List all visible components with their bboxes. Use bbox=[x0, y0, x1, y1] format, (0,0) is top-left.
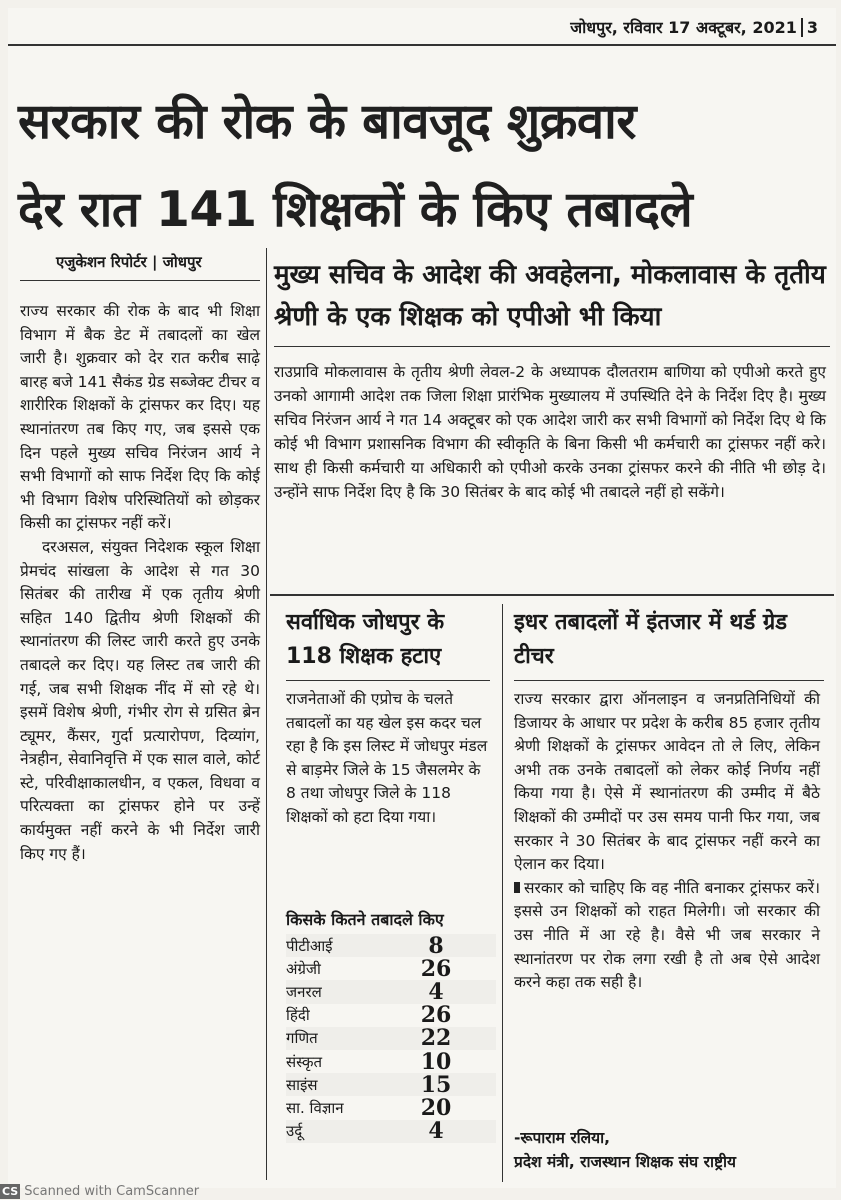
table-count: 26 bbox=[420, 955, 452, 982]
page-number: 3 bbox=[801, 18, 818, 37]
table-row bbox=[286, 934, 496, 957]
table-subject: गणित bbox=[286, 1029, 318, 1048]
right-box-rule bbox=[514, 680, 824, 681]
dateline-text: जोधपुर, रविवार 17 अक्टूबर, 2021 bbox=[570, 18, 797, 37]
table-count: 22 bbox=[420, 1025, 452, 1052]
newspaper-page bbox=[8, 8, 836, 1188]
byline-rule bbox=[20, 280, 260, 281]
column-divider-right bbox=[502, 604, 503, 1182]
byline: एजुकेशन रिपोर्टर | जोधपुर bbox=[56, 253, 202, 271]
dateline bbox=[570, 16, 818, 38]
signature bbox=[514, 1126, 736, 1174]
left-paragraph-1: राज्य सरकार की रोक के बाद भी शिक्षा विभाग में बैक डेट में तबादलों का खेल जारी है। शुक्रवार को देर रात करीब साढ़े बारह बजे 141 सैकंड ग्रेड सब्जेक्ट टीचर व शारीरिक शिक्षकों के ट्रांसफर कर दिए। यह स्थानांतरण तब किए गए, जब इससे एक दिन पहले मुख्य सचिव निरंजन आर्य ने सभी विभागों को साफ निर्देश दिए कि कोई भी विभाग विशेष परिस्थितियों को छोड़कर किसी का ट्रांसफर नहीं करें। bbox=[20, 302, 260, 533]
table-count: 26 bbox=[420, 1002, 452, 1029]
right-box-headline: इधर तबादलों में इंतजार में थर्ड ग्रेड टीचर bbox=[514, 610, 788, 669]
table-row bbox=[286, 1004, 496, 1027]
table-row bbox=[286, 1050, 496, 1073]
transfer-table bbox=[286, 934, 496, 1143]
middle-box-headline: सर्वाधिक जोधपुर के 118 शिक्षक हटाए bbox=[286, 610, 445, 669]
table-subject: उर्दू bbox=[286, 1122, 303, 1141]
transfer-table-title: किसके कितने तबादले किए bbox=[286, 910, 444, 929]
table-subject: सा. विज्ञान bbox=[286, 1098, 344, 1117]
left-paragraph-2: दरअसल, संयुक्त निदेशक स्कूल शिक्षा प्रेमचंद सांखला के आदेश से गत 30 सितंबर की तारीख में एक तृतीय श्रेणी सहित 140 द्वितीय श्रेणी शिक्षकों की स्थानांतरण की लिस्ट जारी करते हुए उनके तबादले कर दिए। यह लिस्ट तब जारी की गई, जब सभी शिक्षक नींद में सो रहे थे। इसमें विशेष श्रेणी, गंभीर रोग से ग्रसित ब्रेन ट्यूमर, कैंसर, गुर्दा प्रत्यारोपण, दिव्यांग, नेत्रहीन, सेवानिवृत्ति में एक साल वाले, कोर्ट स्टे, परिवीक्षाकालधीन, व एकल, विधवा व परित्यक्ता का ट्रांसफर होने पर उन्हें कार्यमुक्त नहीं करने के भी निर्देश जारी किए गए हैं। bbox=[20, 537, 260, 863]
sub-story-headline: मुख्य सचिव के आदेश की अवहेलना, मोकलावास के तृतीय श्रेणी के एक शिक्षक को एपीओ भी किया bbox=[274, 260, 826, 332]
main-headline bbox=[18, 78, 830, 254]
scanner-footer-text: Scanned with CamScanner bbox=[24, 1184, 200, 1199]
table-count: 10 bbox=[420, 1048, 452, 1075]
top-rule bbox=[8, 44, 836, 46]
table-row bbox=[286, 1120, 496, 1143]
right-box-body bbox=[514, 688, 820, 995]
camscanner-logo-icon: CS bbox=[2, 1185, 19, 1198]
middle-box-body: राजनेताओं की एप्रोच के चलते तबादलों का यह खेल इस कदर चल रहा है कि इस लिस्ट में जोधपुर मंडल से बाड़मेर जिले के 15 जैसलमेर के 8 तथा जोधपुर जिले के 118 शिक्षकों को हटा दिया गया। bbox=[286, 690, 488, 826]
left-column bbox=[20, 300, 260, 866]
table-count: 4 bbox=[428, 1118, 444, 1145]
table-subject: अंग्रेजी bbox=[286, 959, 321, 978]
middle-box-rule bbox=[286, 680, 490, 681]
right-box-paragraph: राज्य सरकार द्वारा ऑनलाइन व जनप्रतिनिधियों की डिजायर के आधार पर प्रदेश के करीब 85 हजार तृतीय श्रेणी शिक्षकों के ट्रांसफर आवेदन तो ले लिए, लेकिन अभी तक उनके तबादलों को लेकर कोई निर्णय नहीं किया गया है। ऐसे में स्थानांतरण की उम्मीद में बैठे शिक्षकों की उम्मीदों पर उस समय पानी फिर गया, जब सरकार ने 30 सितंबर के बाद ट्रांसफर नहीं करने का ऐलान कर दिया। bbox=[514, 690, 820, 874]
signature-name: -रूपाराम रलिया, bbox=[514, 1129, 611, 1147]
table-row bbox=[286, 1027, 496, 1050]
table-row bbox=[286, 957, 496, 980]
table-row bbox=[286, 980, 496, 1003]
sub-story-rule bbox=[274, 346, 830, 347]
bullet-icon bbox=[514, 882, 520, 893]
right-box-quote bbox=[514, 877, 820, 995]
table-subject: पीटीआई bbox=[286, 936, 333, 955]
table-subject: साइंस bbox=[286, 1075, 318, 1094]
table-row bbox=[286, 1073, 496, 1096]
headline-line-2: देर रात 141 शिक्षकों के किए तबादले bbox=[18, 181, 693, 238]
table-row bbox=[286, 1096, 496, 1119]
table-count: 20 bbox=[420, 1094, 452, 1121]
table-subject: जनरल bbox=[286, 982, 322, 1001]
right-box-quote-text: सरकार को चाहिए कि वह नीति बनाकर ट्रांसफर करें। इससे उन शिक्षकों को राहत मिलेगी। जो सरकार की उस नीति में आ रहे है। वैसे भी जब सरकार ने स्थानांतरण पर रोक लगा रखी है तो अब ऐसे आदेश करने कहा तक सही है। bbox=[514, 878, 820, 992]
column-divider-left bbox=[266, 248, 267, 1180]
table-subject: संस्कृत bbox=[286, 1052, 323, 1071]
table-subject: हिंदी bbox=[286, 1006, 310, 1025]
table-count: 8 bbox=[428, 932, 444, 959]
table-count: 15 bbox=[420, 1071, 452, 1098]
signature-title: प्रदेश मंत्री, राजस्थान शिक्षक संघ राष्ट्रीय bbox=[514, 1153, 737, 1171]
scanner-footer bbox=[0, 1184, 199, 1199]
sub-story-bottom-rule bbox=[270, 594, 834, 596]
headline-line-1: सरकार की रोक के बावजूद शुक्रवार bbox=[18, 93, 636, 150]
table-count: 4 bbox=[428, 978, 444, 1005]
sub-story-body: राउप्रावि मोकलावास के तृतीय श्रेणी लेवल-2 के अध्यापक दौलतराम बाणिया को एपीओ करते हुए उनको आगामी आदेश तक जिला शिक्षा प्रारंभिक मुख्यालय में उपस्थिति देने के निर्देश दिए है। मुख्य सचिव निरंजन आर्य ने गत 14 अक्टूबर को एक आदेश जारी कर सभी विभागों को निर्देश दिए थे कि कोई भी विभाग प्रशासनिक विभाग की स्वीकृति के बिना किसी भी कर्मचारी का ट्रांसफर नहीं करे। साथ ही किसी कर्मचारी या अधिकारी को एपीओ करके उनका ट्रांसफर करने की नीति भी छोड़ दे। उन्होंने साफ निर्देश दिए है कि 30 सितंबर के बाद कोई भी तबादले नहीं हो सकेंगे। bbox=[274, 363, 826, 501]
